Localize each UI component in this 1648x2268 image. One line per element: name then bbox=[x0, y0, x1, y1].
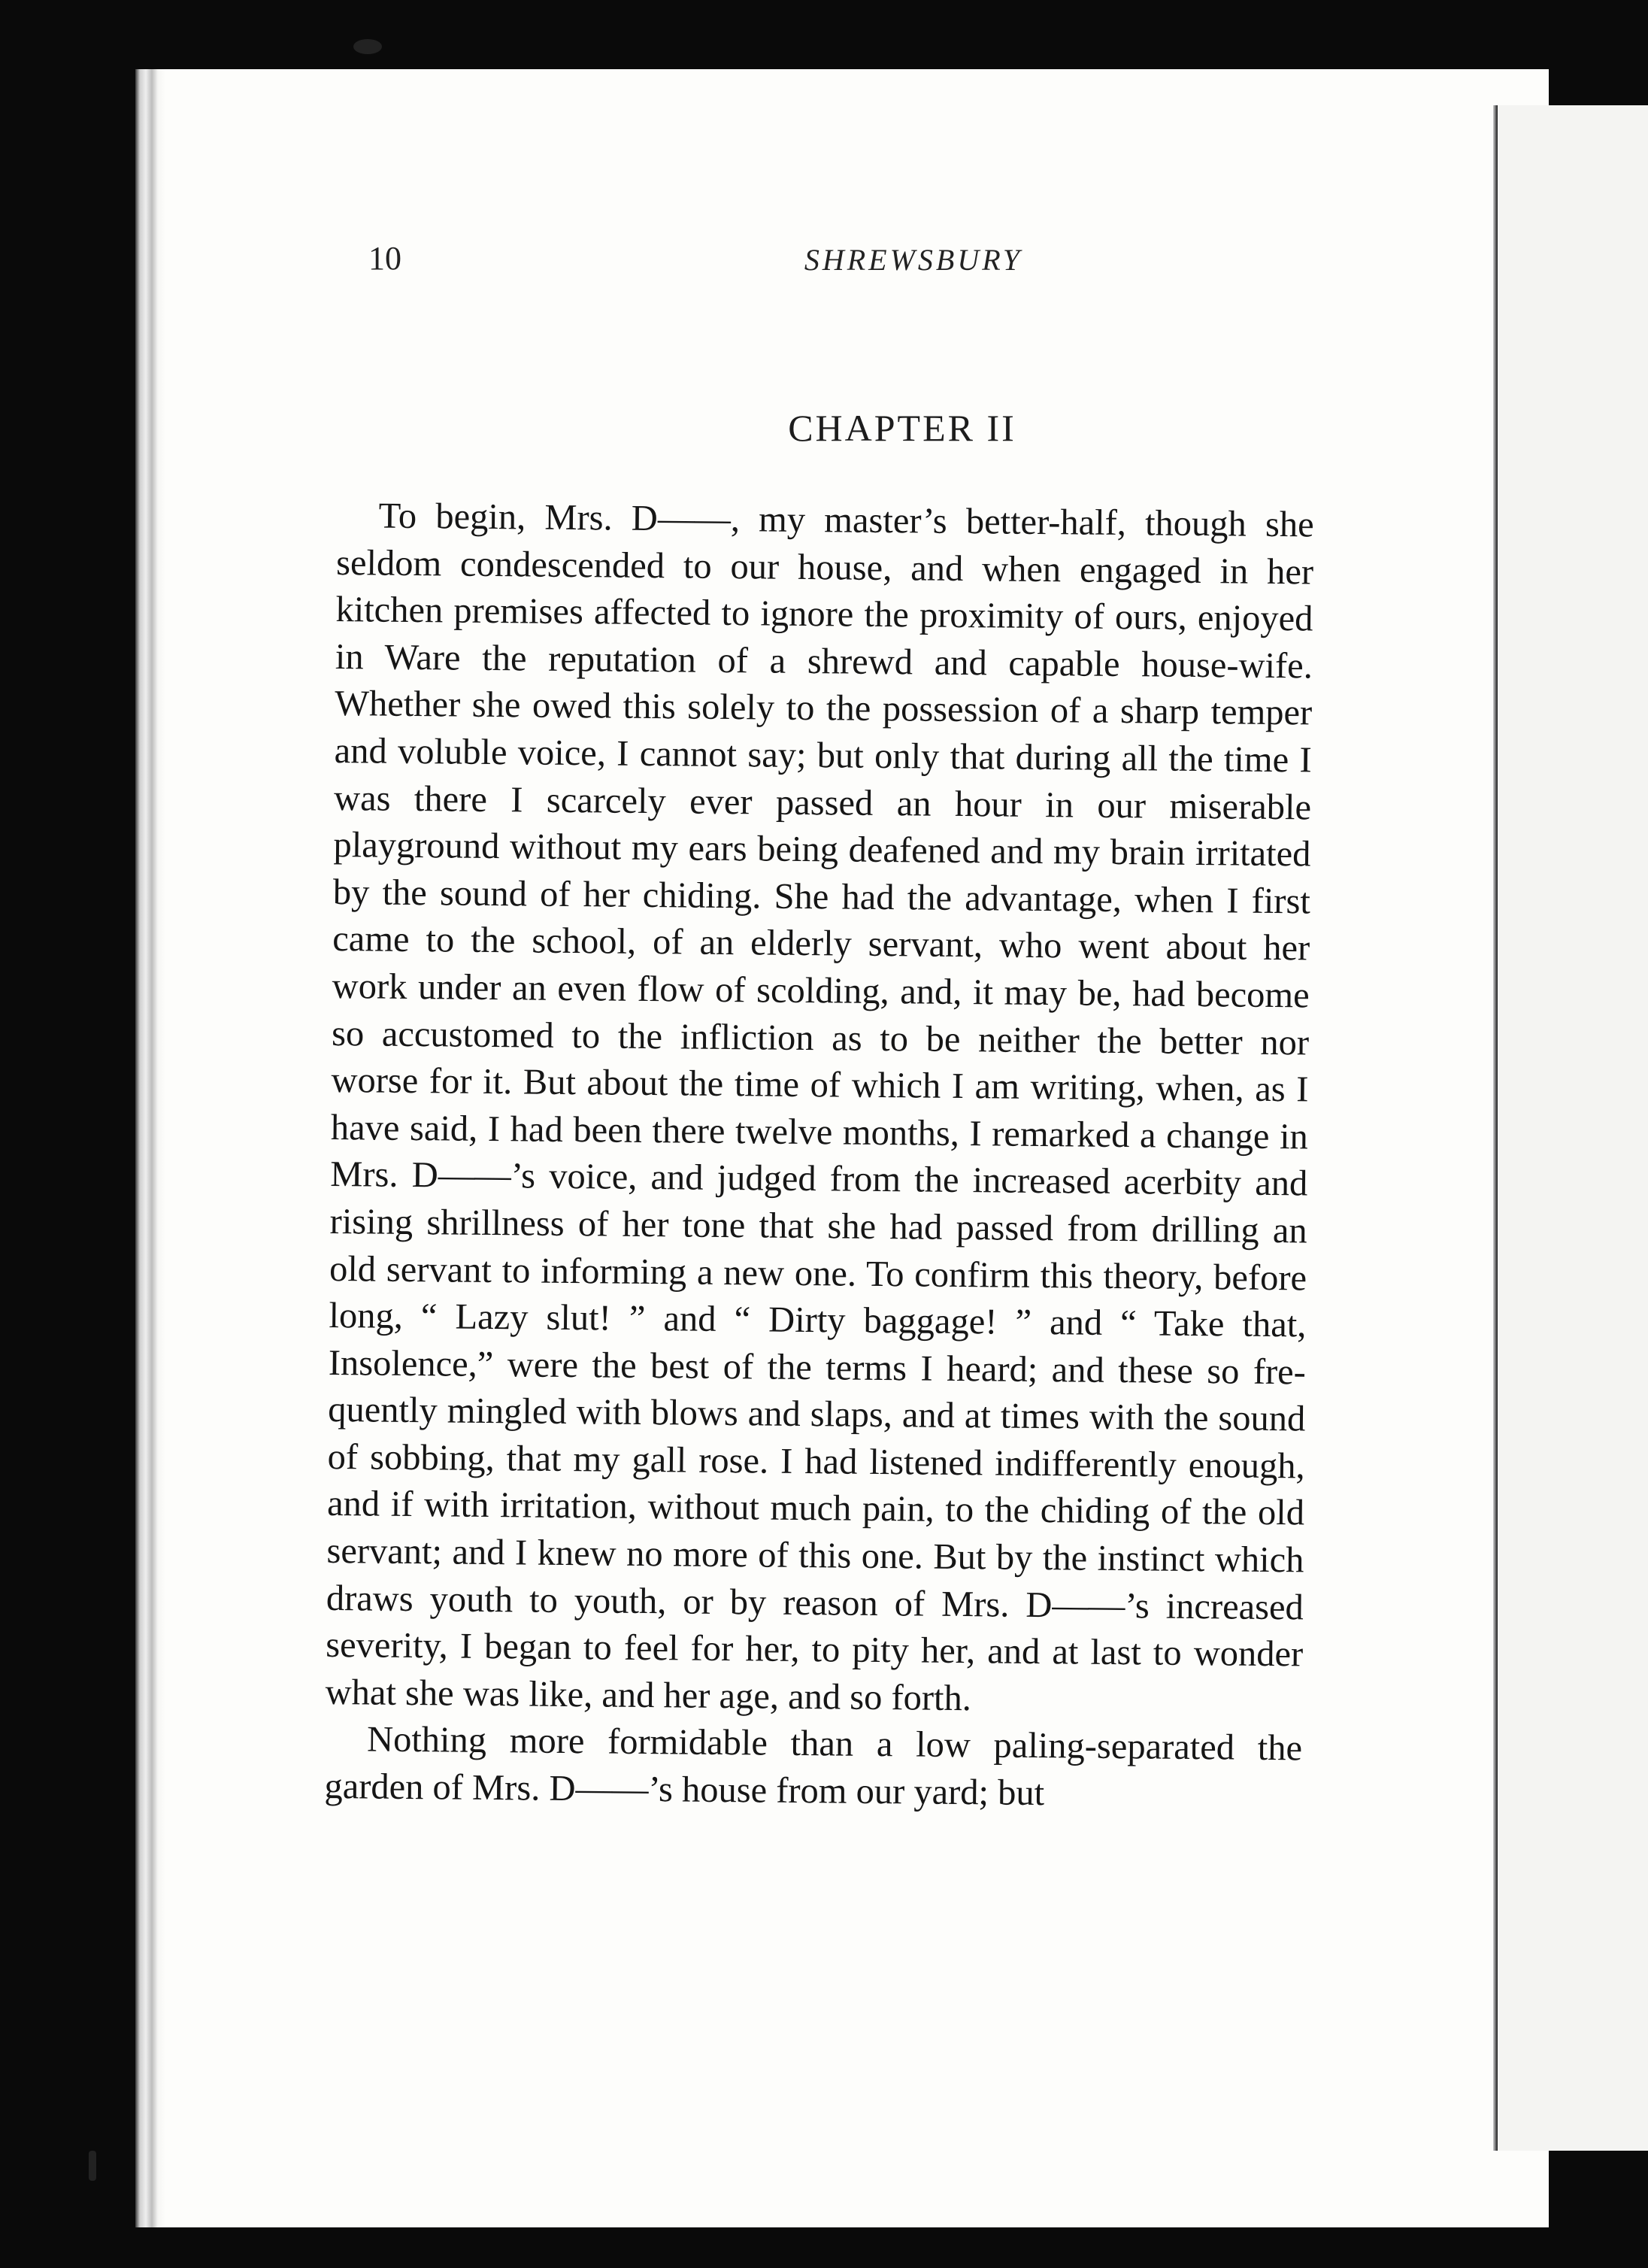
dust-speck bbox=[89, 2151, 96, 2181]
page-number: 10 bbox=[368, 240, 401, 277]
dust-speck bbox=[353, 39, 382, 54]
page-edge bbox=[135, 69, 165, 2227]
facing-page-edge bbox=[1498, 105, 1648, 2151]
page-header bbox=[361, 239, 1466, 284]
body-text bbox=[324, 493, 1314, 1820]
chapter-title: CHAPTER II bbox=[788, 407, 1016, 449]
running-head: SHREWSBURY bbox=[804, 243, 1023, 277]
paragraph: Nothing more formidable than a low paling-separated the garden of Mrs. D——’s house from our yard; but bbox=[324, 1719, 1303, 1814]
paragraph: To begin, Mrs. D——, my master’s better-half, though she seldom condescended to our house, and when engaged in her kitchen premises affected to ignore the proximity of ours, enjoyed in Ware the reputation of a shrewd and capable house-wife. Whether she owed this solely to the possession of a sharp temper and voluble voice, I cannot say; but only that during all the time I was there I scarcely ever passed an hour in our miserable playground without my ears being deafened and my brain irritated by the sound of her chiding. She had the advantage, when I first came to the school, of an elderly servant, who went about her work under an even flow of scolding, and, it may be, had become so accustomed to the infliction as to be neither the better nor worse for it. But about the time of which I am writing, when, as I have said, I had been there twelve months, I remarked a change in Mrs. D——’s voice, and judged from the increased acerbity and rising shrillness of her tone that she had passed from drilling an old servant to informing a new one. To confirm this theory, before long, “ Lazy slut! ” and “ Dirty baggage! ” and “ Take that, Insolence,” were the best of the terms I heard; and these so fre-quently mingled with blows and slaps, and at times with the sound of sobbing, that my gall rose. I had listened indifferently enough, and if with irritation, without much pain, to the chiding of the old servant; and I knew no more of this one. But by the instinct which draws youth to youth, or by reason of Mrs. D——’s increased severity, I began to feel for her, to pity her, and at last to wonder what she was like, and her age, and so forth. bbox=[325, 496, 1314, 1719]
